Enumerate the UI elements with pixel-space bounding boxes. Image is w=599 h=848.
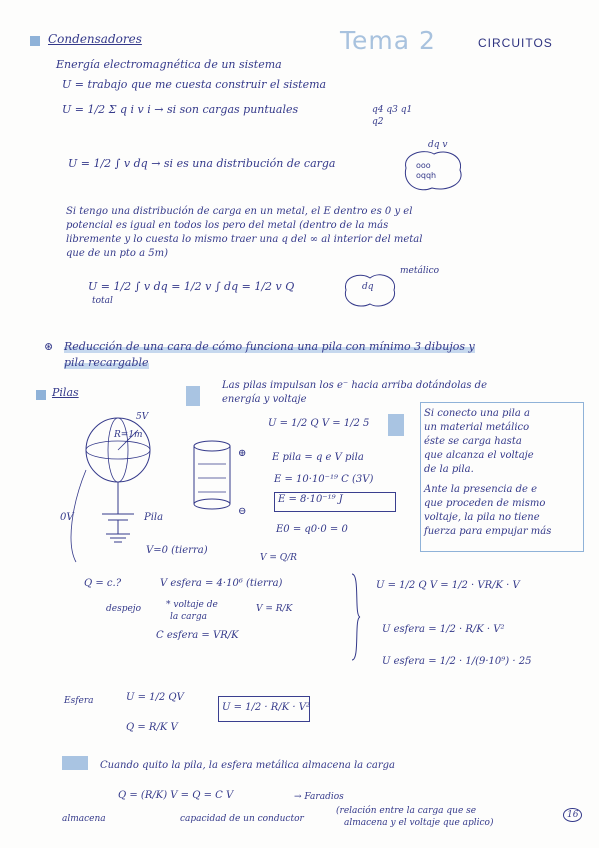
equation: Q = (R/K) V = Q = C V <box>118 790 234 801</box>
svg-text:oqqh: oqqh <box>416 171 437 180</box>
page-title: Tema 2 <box>340 26 436 55</box>
task-line: Reducción de una cara de cómo funciona una pila con mínimo 3 dibujos y <box>64 340 475 353</box>
page-subtitle: CIRCUITOS <box>478 36 553 50</box>
text-line: Las pilas impulsan los e⁻ hacia arriba dotándolas de <box>222 380 487 391</box>
equation: E = 8·10⁻¹⁹ J <box>278 494 343 505</box>
equation-total-energy: U = 1/2 ∫ v dq = 1/2 v ∫ dq = 1/2 v Q <box>88 280 295 293</box>
note-line: que alcanza el voltaje <box>424 450 534 461</box>
label: despejo <box>106 604 142 614</box>
text-line: que de un pto a 5m) <box>66 248 169 259</box>
equation-subscript: total <box>92 296 113 306</box>
minus-terminal-icon: ⊖ <box>238 506 247 517</box>
note-line: que proceden de mismo <box>424 498 546 509</box>
equation: U = 1/2 Q V = 1/2 · VR/K · V <box>376 580 520 591</box>
sphere-voltage: 5V <box>136 412 149 422</box>
note-line: un material metálico <box>424 422 530 433</box>
equation: E pila = q e V pila <box>272 452 364 463</box>
arrow-icon <box>62 756 88 770</box>
note-line: Si conecto una pila a <box>424 408 530 419</box>
note-line: éste se carga hasta <box>424 436 522 447</box>
note-line: de la pila. <box>424 464 474 475</box>
equation: Q = R/K V <box>126 722 178 733</box>
equation: V esfera = 4·10⁶ (tierra) <box>160 578 283 589</box>
equation: E = 10·10⁻¹⁹ C (3V) <box>274 474 374 485</box>
text-line: Energía electromagnética de un sistema <box>56 58 282 71</box>
label: la carga <box>170 612 207 622</box>
label: capacidad de un conductor <box>180 814 304 824</box>
section-bullet <box>36 390 46 400</box>
pilas-heading: Pilas <box>52 386 79 399</box>
label: almacena y el voltaje que aplico) <box>344 818 494 828</box>
section-bullet <box>30 36 40 46</box>
text-line: Cuando quito la pila, la esfera metálica almacena la carga <box>100 760 396 771</box>
text-line: libremente y lo cuesta lo mismo traer una q del ∞ al interior del metal <box>66 234 423 245</box>
equation-small: V = R/K <box>256 604 293 614</box>
charge-blob-sketch <box>398 146 468 196</box>
note-line: Ante la presencia de e <box>424 484 538 495</box>
section-heading: Condensadores <box>48 32 142 46</box>
label: (relación entre la carga que se <box>336 806 477 816</box>
equation: E0 = q0·0 = 0 <box>276 524 348 535</box>
equation: C esfera = VR/K <box>156 630 239 641</box>
equation-small: V = Q/R <box>260 553 297 563</box>
blob-label: dq v <box>428 140 448 150</box>
text-line: U = 1/2 Σ q i v i → si son cargas puntuales <box>62 103 299 116</box>
note-line: voltaje, la pila no tiene <box>424 512 540 523</box>
battery-label: Pila <box>144 512 164 523</box>
equation: U esfera = 1/2 · 1/(9·10⁹) · 25 <box>382 656 532 667</box>
text-line: U = 1/2 ∫ v dq → si es una distribución de carga <box>68 157 336 170</box>
text-line: energía y voltaje <box>222 394 307 405</box>
equation: U esfera = 1/2 · R/K · V² <box>382 624 505 635</box>
label: almacena <box>62 814 106 824</box>
equation: U = 1/2 Q V = 1/2 5 <box>268 418 370 429</box>
brace-sketch <box>350 572 362 662</box>
equation: U = 1/2 QV <box>126 692 184 703</box>
metal-dq-label: dq <box>362 282 374 292</box>
arrow-icon <box>388 414 404 436</box>
equation: Q = c.? <box>84 578 122 589</box>
arrow-icon <box>186 386 200 406</box>
zero-volt-label: 0V <box>60 512 74 523</box>
label: Esfera <box>64 696 94 706</box>
text-line: potencial es igual en todos los pero del metal (dentro de la más <box>66 220 389 231</box>
note-line: fuerza para empujar más <box>424 526 552 537</box>
ground-label: V=0 (tierra) <box>146 545 208 556</box>
svg-text:ooo: ooo <box>416 161 431 170</box>
metal-label: metálico <box>400 266 440 276</box>
page-number: 16 <box>563 808 582 822</box>
battery-cylinder-sketch <box>190 438 240 518</box>
text-line: U = trabajo que me cuesta construir el sistema <box>62 78 327 91</box>
point-charges-sketch: q4 q3 q1 q2 <box>372 105 413 127</box>
asterisk-icon: ⊛ <box>44 340 54 353</box>
plus-terminal-icon: ⊕ <box>238 448 247 459</box>
unit-label: → Faradios <box>294 792 344 802</box>
sphere-radius: R=1m <box>114 430 143 440</box>
task-line: pila recargable <box>64 356 149 369</box>
text-line: Si tengo una distribución de carga en un metal, el E dentro es 0 y el <box>66 206 413 217</box>
equation: U = 1/2 · R/K · V² <box>222 702 310 713</box>
label: * voltaje de <box>166 600 218 610</box>
